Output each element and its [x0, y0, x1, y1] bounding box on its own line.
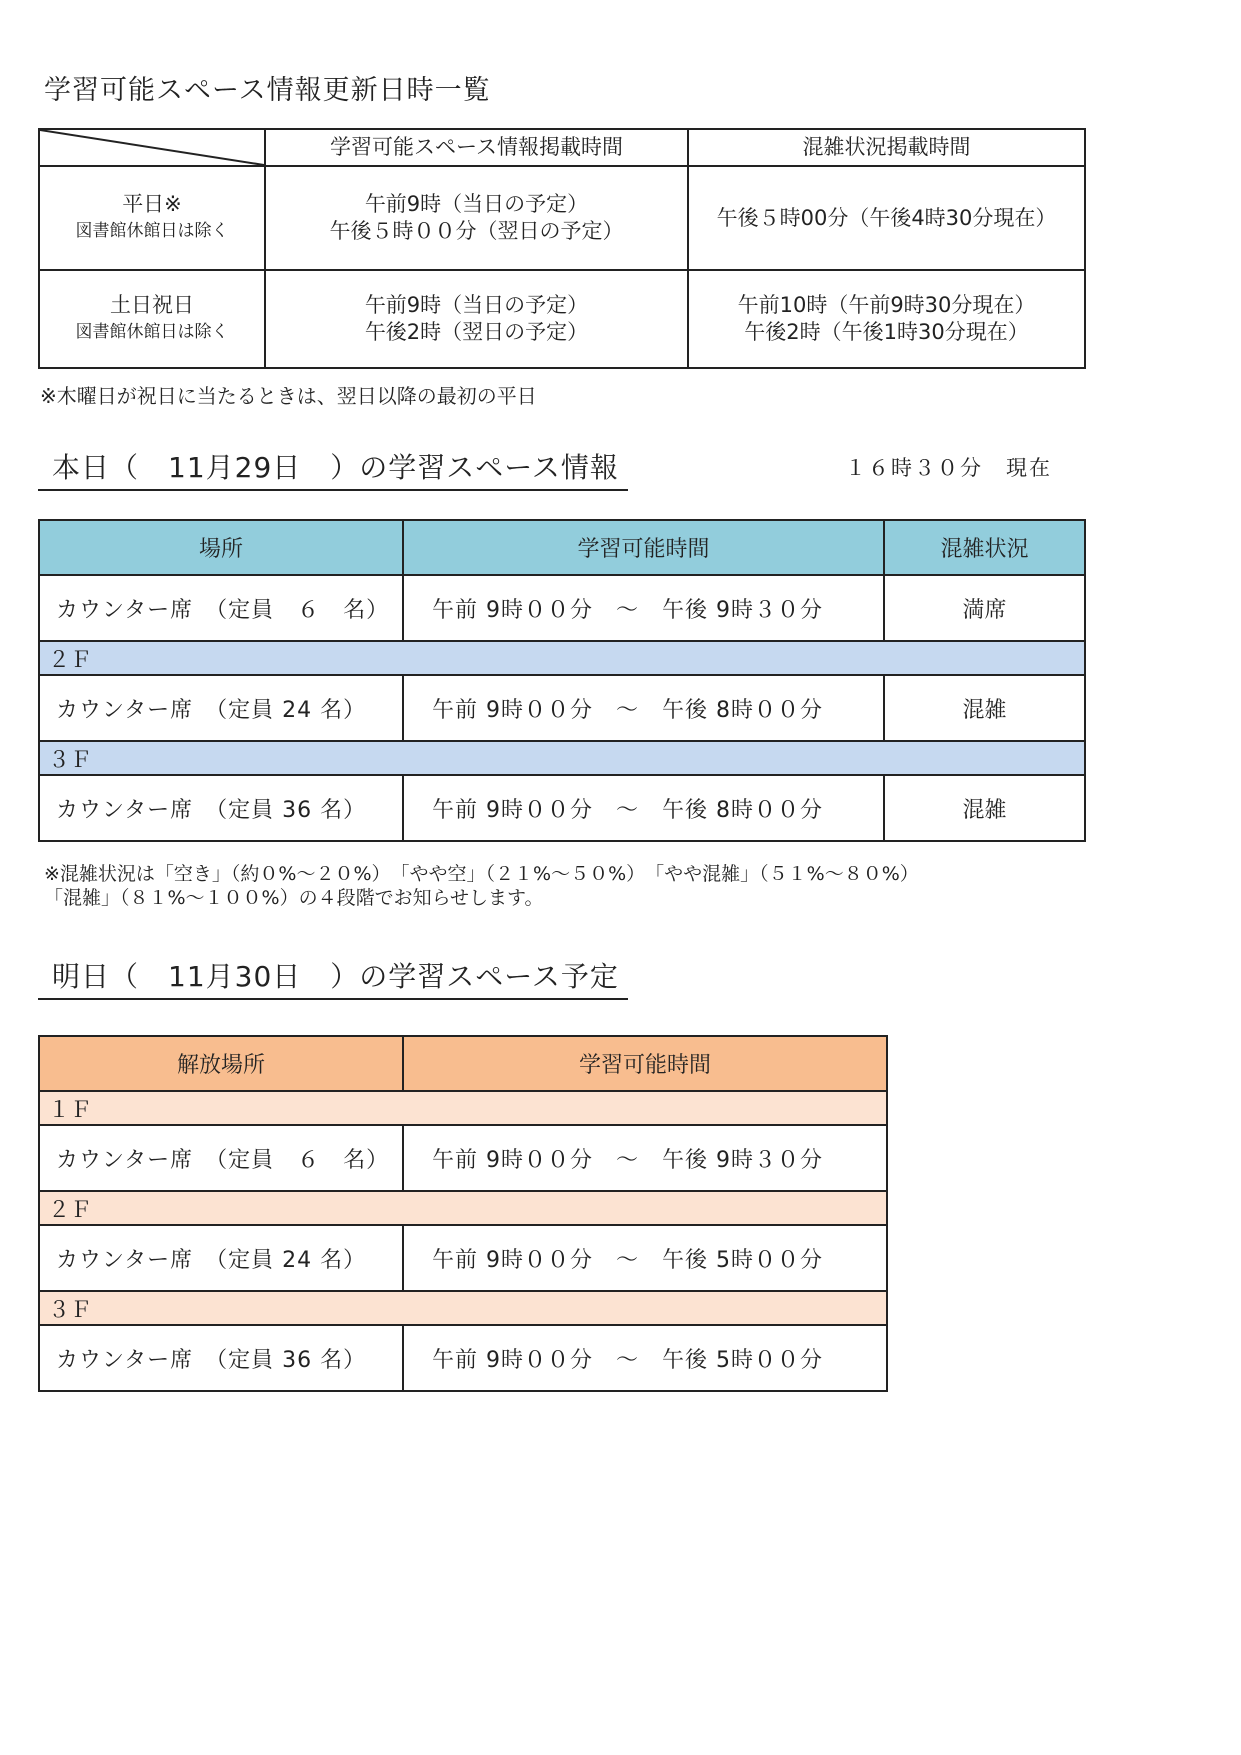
floor-row — [39, 1191, 887, 1225]
space-time-line: 午後５時００分（翌日の予定） — [329, 219, 624, 243]
header-crowd-time: 混雑状況掲載時間 — [688, 129, 1085, 166]
header-hours: 学習可能時間 — [403, 1036, 887, 1091]
floor-label: ２Ｆ — [39, 1191, 887, 1225]
space-time-cell — [265, 166, 688, 270]
floor-label: １Ｆ — [39, 1091, 887, 1125]
row-label-cell — [39, 270, 265, 368]
table-row — [39, 775, 1085, 841]
row-label: 平日※ — [122, 192, 182, 216]
tomorrow-header-row — [39, 1036, 887, 1091]
hours-cell: 午前 9時００分 ～ 午後 5時００分 — [403, 1225, 887, 1291]
floor-row — [39, 1091, 887, 1125]
header-status: 混雑状況 — [884, 520, 1085, 575]
note-line: ※混雑状況は「空き」（約０%～２０%） 「やや空」（２１%～５０%） 「やや混雑」（５１%～８０%） — [44, 863, 919, 885]
tomorrow-heading: 明日（ 11月30日 ）の学習スペース予定 — [52, 960, 619, 993]
schedule-row-weekend — [39, 270, 1085, 368]
table-row — [39, 1225, 887, 1291]
hours-cell: 午前 9時００分 ～ 午後 9時３０分 — [403, 575, 884, 641]
schedule-note: ※木曜日が祝日に当たるときは、翌日以降の最初の平日 — [40, 384, 537, 408]
update-schedule-table — [38, 128, 1086, 369]
space-time-cell — [265, 270, 688, 368]
hours-cell: 午前 9時００分 ～ 午後 9時３０分 — [403, 1125, 887, 1191]
floor-label: ３Ｆ — [39, 1291, 887, 1325]
seat-cell: カウンター席 （定員 ６ 名） — [39, 1125, 403, 1191]
tomorrow-table — [38, 1035, 888, 1392]
seat-cell: カウンター席 （定員 24 名） — [39, 1225, 403, 1291]
floor-label: ２Ｆ — [39, 641, 1085, 675]
table-row — [39, 675, 1085, 741]
table-row — [39, 1325, 887, 1391]
diagonal-line — [40, 130, 264, 165]
today-heading: 本日（ 11月29日 ）の学習スペース情報 — [52, 451, 619, 484]
crowd-status-note — [44, 862, 919, 910]
hours-cell: 午前 9時００分 ～ 午後 8時００分 — [403, 675, 884, 741]
table-row — [39, 575, 1085, 641]
seat-cell: カウンター席 （定員 36 名） — [39, 1325, 403, 1391]
tomorrow-heading-rule — [38, 998, 628, 1000]
space-time-line: 午前9時（当日の予定） — [364, 293, 589, 317]
crowd-time-line: 午後５時00分（午後4時30分現在） — [716, 205, 1057, 230]
row-sublabel: 図書館休館日は除く — [75, 221, 229, 241]
crowd-time-line: 午前10時（午前9時30分現在） — [737, 293, 1036, 317]
today-as-of: １６時３０分 現在 — [845, 456, 1052, 480]
header-hours: 学習可能時間 — [403, 520, 884, 575]
space-time-line: 午後2時（翌日の予定） — [364, 320, 589, 344]
seat-cell: カウンター席 （定員 24 名） — [39, 675, 403, 741]
crowd-time-cell — [688, 270, 1085, 368]
space-time-line: 午前9時（当日の予定） — [364, 192, 589, 216]
row-label: 土日祝日 — [110, 293, 194, 317]
header-space-time: 学習可能スペース情報掲載時間 — [265, 129, 688, 166]
note-line: 「混雑」（８１%～１００%）の４段階でお知らせします。 — [44, 887, 544, 909]
status-cell: 混雑 — [884, 775, 1085, 841]
seat-cell: カウンター席 （定員 36 名） — [39, 775, 403, 841]
header-place: 解放場所 — [39, 1036, 403, 1091]
crowd-time-cell — [688, 166, 1085, 270]
diagonal-corner-cell — [39, 129, 265, 166]
schedule-row-weekday — [39, 166, 1085, 270]
header-place: 場所 — [39, 520, 403, 575]
hours-cell: 午前 9時００分 ～ 午後 8時００分 — [403, 775, 884, 841]
status-cell: 混雑 — [884, 675, 1085, 741]
page-title: 学習可能スペース情報更新日時一覧 — [44, 75, 491, 106]
row-label-cell — [39, 166, 265, 270]
floor-row — [39, 741, 1085, 775]
status-cell: 満席 — [884, 575, 1085, 641]
table-row — [39, 1125, 887, 1191]
floor-label: ３Ｆ — [39, 741, 1085, 775]
floor-row — [39, 641, 1085, 675]
hours-cell: 午前 9時００分 ～ 午後 5時００分 — [403, 1325, 887, 1391]
today-header-row — [39, 520, 1085, 575]
crowd-time-line: 午後2時（午後1時30分現在） — [744, 320, 1029, 344]
row-sublabel: 図書館休館日は除く — [75, 322, 229, 342]
today-table — [38, 519, 1086, 842]
today-heading-rule — [38, 489, 628, 491]
floor-row — [39, 1291, 887, 1325]
seat-cell: カウンター席 （定員 ６ 名） — [39, 575, 403, 641]
